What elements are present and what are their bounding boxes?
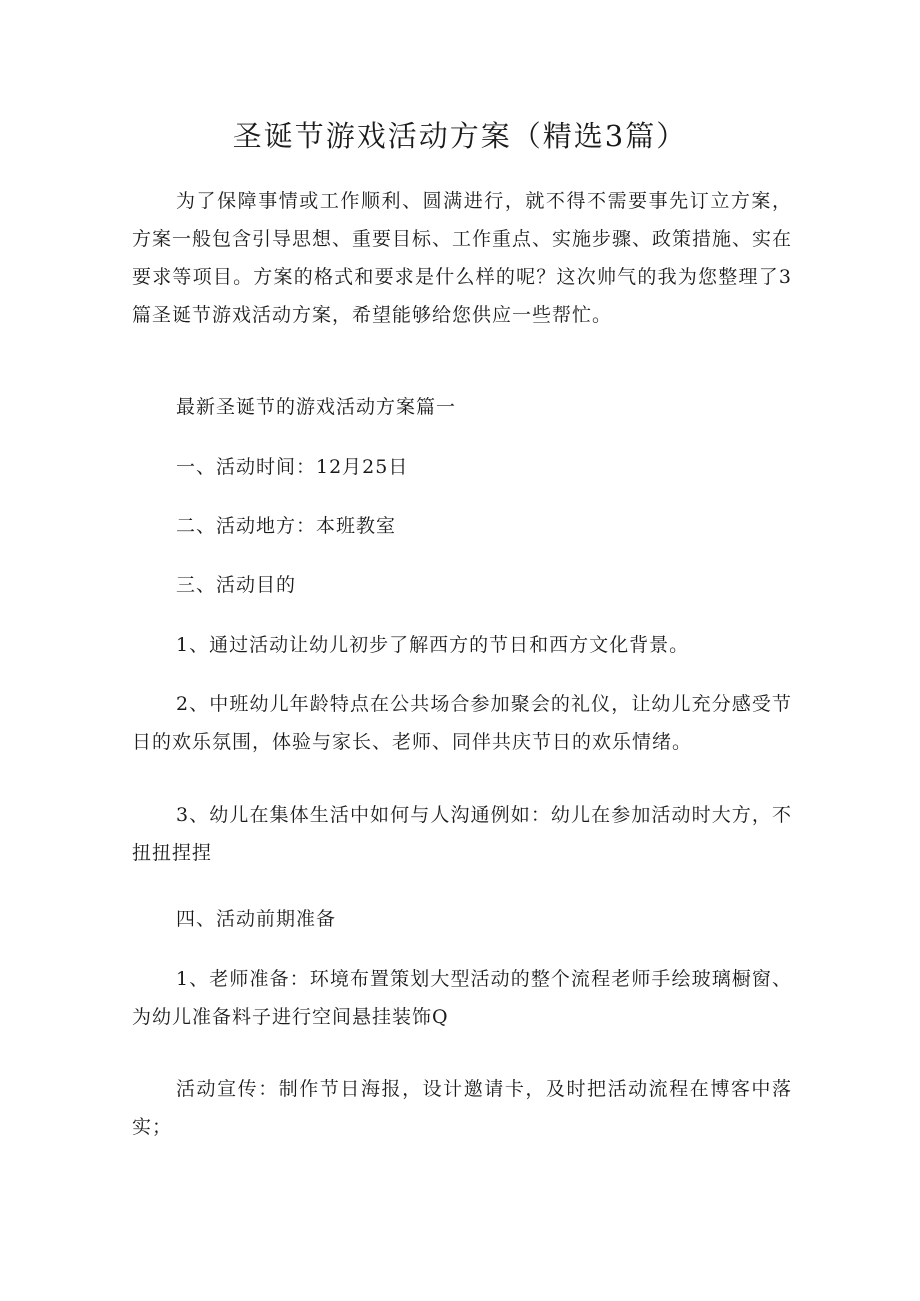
purpose-item-2: 2、中班幼儿年龄特点在公共场合参加聚会的礼仪，让幼儿充分感受节日的欢乐氛围，体验与家长、老师、同伴共庆节日的欢乐情绪。	[132, 693, 792, 753]
purpose-item-1: 1、通过活动让幼儿初步了解西方的节日和西方文化背景。	[176, 634, 690, 656]
prep-heading: 四、活动前期准备	[176, 908, 337, 930]
purpose-heading: 三、活动目的	[176, 574, 297, 596]
prep-item-2: 活动宣传：制作节日海报，设计邀请卡，及时把活动流程在博客中落实；	[132, 1078, 792, 1138]
activity-place: 二、活动地方：本班教室	[176, 515, 397, 537]
purpose-item-3: 3、幼儿在集体生活中如何与人沟通例如：幼儿在参加活动时大方，不扭扭捏捏	[132, 804, 792, 864]
document-title: 圣诞节游戏活动方案（精选3篇）	[232, 119, 688, 153]
prep-item-1: 1、老师准备：环境布置策划大型活动的整个流程老师手绘玻璃橱窗、为幼儿准备料子进行空间悬挂装饰Q	[132, 968, 792, 1028]
activity-time: 一、活动时间：12月25日	[176, 456, 409, 478]
intro-paragraph: 为了保障事情或工作顺利、圆满进行，就不得不需要事先订立方案，方案一般包含引导思想、重要目标、工作重点、实施步骤、政策措施、实在要求等项目。方案的格式和要求是什么样的呢？这次帅气的我为您整理了3篇圣诞节游戏活动方案，希望能够给您供应一些帮忙。	[132, 190, 793, 326]
section-heading: 最新圣诞节的游戏活动方案篇一	[176, 396, 457, 418]
